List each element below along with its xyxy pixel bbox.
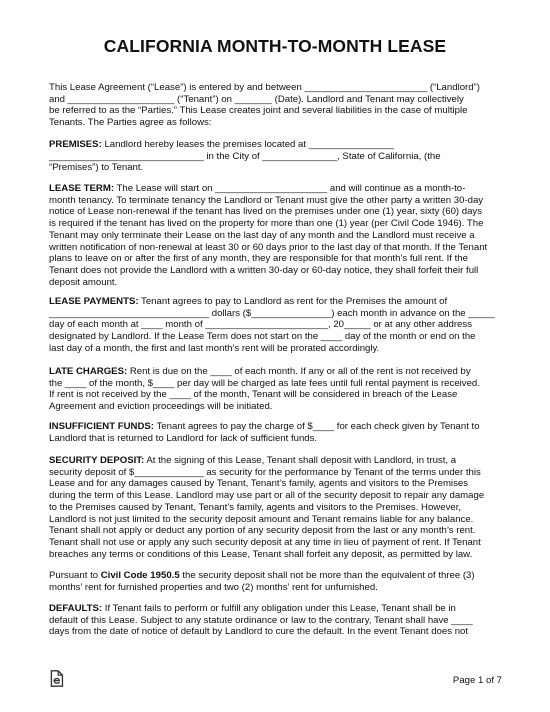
insufficient-funds-section — [49, 421, 509, 444]
security-deposit-line: At the signing of this Lease, Tenant shall deposit with Landlord, in trust, a — [144, 455, 457, 466]
intro-line: Tenants. The Parties agree as follows: — [49, 117, 212, 129]
civil-code-section — [49, 570, 509, 593]
lease-payments-line: designated by Landlord. If the Lease Term does not start on the ____ day of the month or end on the — [49, 331, 476, 343]
lease-payments-line: day of each month at ____ month of _______________________, 20_____ or at any other address — [49, 319, 472, 331]
late-charges-line: Rent is due on the ____ of each month. If any or all of the rent is not received by — [127, 366, 471, 377]
lease-term-section — [49, 183, 509, 288]
premises-heading: PREMISES: — [49, 139, 102, 150]
security-deposit-line: Tenant shall not apply or deduct any portion of any security deposit from the last or any month’s rent. — [49, 525, 476, 537]
lease-term-line: Tenant does not provide the Landlord with a written 30-day or 60-day notice, they shall forfeit their full — [49, 264, 479, 276]
civil-code-reference: Civil Code 1950.5 — [100, 570, 180, 581]
defaults-line: days from the date of notice of default by Landlord to cure the default. In the event Tenant does not — [49, 626, 469, 638]
civil-code-line: months’ rent for furnished properties and two (2) months’ rent for unfurnished. — [49, 581, 378, 593]
lease-payments-line: Tenant agrees to pay to Landlord as rent for the Premises the amount of — [138, 296, 448, 307]
lease-term-line: is required if the tenant has lived on the property for more than one (1) year (per Civil Code 1946). The — [49, 218, 484, 230]
lease-payments-heading: LEASE PAYMENTS: — [49, 296, 139, 307]
lease-payments-line: last day of a month, the first and last month’s rent will be prorated accordingly. — [49, 342, 380, 354]
insufficient-funds-line: Landlord that is returned to Landlord for lack of sufficient funds. — [49, 432, 318, 444]
late-charges-line: the ____ of the month, $____ per day will be charged as late fees until full rental payment is received. — [49, 377, 480, 389]
page-number: Page 1 of 7 — [452, 675, 502, 686]
lease-payments-section — [49, 296, 509, 355]
lease-term-line: deposit amount. — [49, 276, 118, 288]
security-deposit-heading: SECURITY DEPOSIT: — [49, 455, 145, 466]
civil-code-line: Pursuant to — [49, 570, 101, 581]
defaults-heading: DEFAULTS: — [49, 603, 103, 614]
lease-term-line: plans to leave on or after the first of any month, they are responsible for that month’s full rent. If the — [49, 253, 468, 265]
security-deposit-line: security deposit of $_____________ as security for the performance by Tenant of the terms under this — [49, 466, 481, 478]
security-deposit-line: Tenant shall not use or apply any such security deposit at any time in lieu of payment of rent. If Tenant — [49, 536, 481, 548]
premises-section — [49, 139, 509, 174]
lease-term-line: notice of Lease non-renewal if the tenant has lived on the premises under one (1) year, sixty (60) days — [49, 206, 483, 218]
intro-line: and ____________________ (“Tenant”) on _______ (Date). Landlord and Tenant may collectively — [49, 93, 464, 105]
lease-term-line: Tenant may only terminate their Lease on the last day of any month and the Landlord must receive a — [49, 229, 475, 241]
late-charges-heading: LATE CHARGES: — [49, 366, 128, 377]
late-charges-line: If rent is not received by the ____ of the month, Tenant will be considered in breach of the Lease — [49, 389, 458, 401]
late-charges-section — [49, 366, 509, 413]
lease-term-line: written notification of non-renewal at least 30 or 60 days prior to the last day of that month. If the Tenant — [49, 241, 488, 253]
eforms-logo-icon — [48, 670, 65, 687]
insufficient-funds-heading: INSUFFICIENT FUNDS: — [49, 421, 154, 432]
security-deposit-line: Landlord is not just limited to the security deposit amount and Tenant remains liable for any balance. — [49, 513, 474, 525]
security-deposit-line: breaches any terms or conditions of this Lease, Tenant shall forfeit any deposit, as permitted by law. — [49, 548, 473, 560]
civil-code-line: the security deposit shall not be more than the equivalent of three (3) — [179, 570, 475, 581]
defaults-line: If Tenant fails to perform or fulfill any obligation under this Lease, Tenant shall be in — [102, 603, 456, 614]
intro-paragraph — [49, 82, 509, 129]
lease-term-heading: LEASE TERM: — [49, 183, 115, 194]
premises-line: Landlord hereby leases the premises located at ________________ — [101, 139, 395, 150]
security-deposit-line: Lease and for any damages caused by Tenant, Tenant’s family, agents and visitors to the Premises — [49, 478, 468, 490]
premises-line: _____________________________ in the City of ______________, State of California, (the — [49, 150, 441, 162]
defaults-section — [49, 603, 509, 638]
intro-line: This Lease Agreement (“Lease”) is entered by and between _______________________ (“Landlord”) — [49, 82, 480, 93]
lease-payments-line: ______________________________ dollars ($_______________) each month in advance on the _____ — [49, 307, 495, 319]
security-deposit-section — [49, 455, 509, 560]
insufficient-funds-line: Tenant agrees to pay the charge of $____ for each check given by Tenant to — [154, 421, 480, 432]
late-charges-line: Agreement and eviction proceedings will be initiated. — [49, 401, 273, 413]
defaults-line: default of this Lease. Subject to any statute ordinance or law to the contrary, Tenant shall have ____ — [49, 614, 473, 626]
lease-term-line: The Lease will start on _____________________ and will continue as a month-to- — [114, 183, 466, 194]
intro-line: be referred to as the “Parties.” This Lease creates joint and several liabilities in the case of multiple — [49, 105, 468, 117]
document-title: CALIFORNIA MONTH-TO-MONTH LEASE — [103, 36, 447, 56]
lease-term-line: month tenancy. To terminate tenancy the Landlord or Tenant must give the other party a written 30-day — [49, 194, 484, 206]
security-deposit-line: during the term of this Lease. Landlord may use part or all of the security deposit to repair any damage — [49, 490, 485, 502]
security-deposit-line: to the Premises caused by Tenant, Tenant’s family, agents and visitors to the Premises. However, — [49, 501, 462, 513]
premises-line: “Premises”) to Tenant. — [49, 162, 144, 174]
